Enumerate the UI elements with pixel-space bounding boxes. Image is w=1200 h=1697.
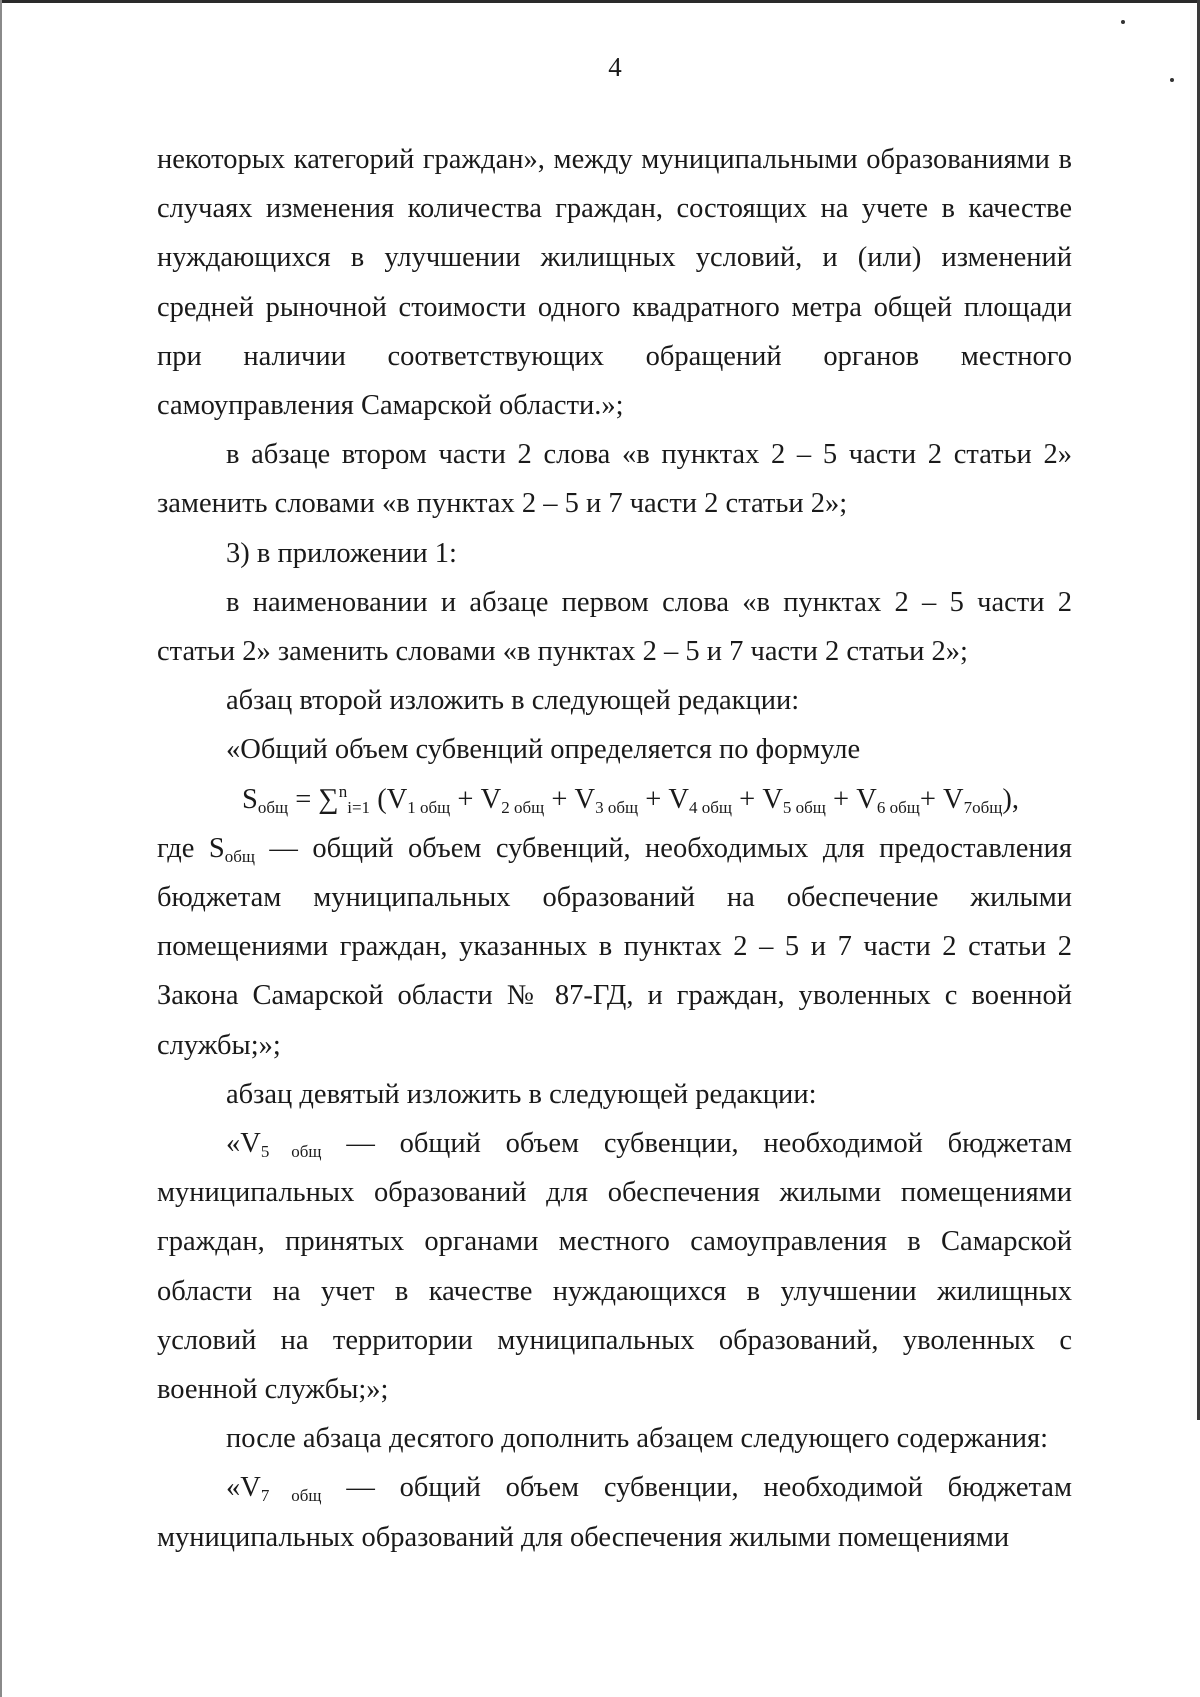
formula-sum-lower: i=1 [347, 797, 371, 817]
paragraph-ninth-abzac-intro: абзац девятый изложить в следующей редакции: [226, 1078, 817, 1110]
paragraph-v5-definition [157, 1119, 1072, 1414]
v7-lead-sub: 7 общ [260, 1486, 322, 1506]
formula-s: S [242, 783, 258, 815]
paragraph-formula-definition [157, 824, 1072, 1070]
v5-rest: — общий объем субвенции, необходимой бюджетам муниципальных образований для обеспечения жилыми помещениями граждан, принятых органами местного самоуправления в Самарской области на учет в качестве нуждающихся в улучшении жилищных условий на территории муниципальных образований, уволенных с военной службы;»; [157, 1128, 1072, 1406]
formula-v2-sub: 2 общ [501, 797, 545, 817]
paragraph-continuation: некоторых категорий граждан», между муниципальными образованиями в случаях изменения количества граждан, состоящих на учете в качестве нуждающихся в улучшении жилищных условий, и (или) изменений средней рыночной стоимости одного квадратного метра общей площади при наличии соответствующих обращений органов местного самоуправления Самарской области.»; [157, 144, 1072, 422]
definition-rest: — общий объем субвенций, необходимых для предоставления бюджетам муниципальных образований на обеспечение жилыми помещениями граждан, указанных в пунктах 2 – 5 и 7 части 2 статьи 2 Закона Самарской области № 87-ГД, и граждан, уволенных с военной службы;»; [157, 832, 1072, 1061]
scan-speck [1170, 78, 1174, 82]
formula-open: ( [370, 783, 387, 815]
formula-eq: = ∑ [288, 783, 339, 815]
formula-v7: + V [919, 783, 964, 815]
formula-v5-sub: 5 общ [782, 797, 826, 817]
paragraph-title-amendment: в наименовании и абзаце первом слова «в пунктах 2 – 5 части 2 статьи 2» заменить словами «в пунктах 2 – 5 и 7 части 2 статьи 2»; [157, 586, 1072, 668]
document-body [157, 135, 1072, 1562]
definition-lead: где S [157, 832, 225, 864]
formula-close: ), [1002, 783, 1019, 815]
v7-rest: — общий объем субвенции, необходимой бюджетам муниципальных образований для обеспечения жилыми помещениями [157, 1472, 1072, 1553]
v7-lead: «V [226, 1472, 261, 1504]
v5-lead: «V [226, 1128, 261, 1160]
formula-v1: V [386, 783, 408, 815]
v5-lead-sub: 5 общ [260, 1142, 322, 1162]
paragraph-formula-intro: «Общий объем субвенций определяется по формуле [226, 734, 861, 766]
formula-v3: + V [544, 783, 596, 815]
paragraph-tenth-abzac-addition: после абзаца десятого дополнить абзацем следующего содержания: [226, 1423, 1049, 1455]
formula-v2: + V [450, 783, 502, 815]
formula-v4: + V [638, 783, 689, 815]
formula-v4-sub: 4 общ [689, 797, 732, 817]
formula-v5: + V [732, 783, 783, 815]
paragraph-second-abzac-intro: абзац второй изложить в следующей редакции: [226, 685, 800, 717]
formula-v7-sub: 7общ [963, 797, 1003, 817]
formula-v6: + V [825, 783, 877, 815]
page-number: 4 [608, 52, 622, 82]
formula-v1-sub: 1 общ [407, 797, 451, 817]
formula-v6-sub: 6 общ [876, 797, 920, 817]
formula-s-sub: общ [257, 797, 289, 817]
scan-speck [1121, 20, 1125, 24]
paragraph-appendix1-heading: 3) в приложении 1: [226, 537, 457, 569]
definition-lead-sub: общ [224, 846, 255, 866]
formula-v3-sub: 3 общ [595, 797, 639, 817]
paragraph-part2-amendment: в абзаце втором части 2 слова «в пунктах 2 – 5 части 2 статьи 2» заменить словами «в пунктах 2 – 5 и 7 части 2 статьи 2»; [157, 439, 1072, 520]
formula-sum-upper: n [338, 781, 348, 801]
subvention-formula [157, 775, 1072, 824]
paragraph-v7-definition [157, 1463, 1072, 1561]
scan-edge-top [0, 0, 1200, 3]
scan-edge-left [0, 0, 2, 1697]
